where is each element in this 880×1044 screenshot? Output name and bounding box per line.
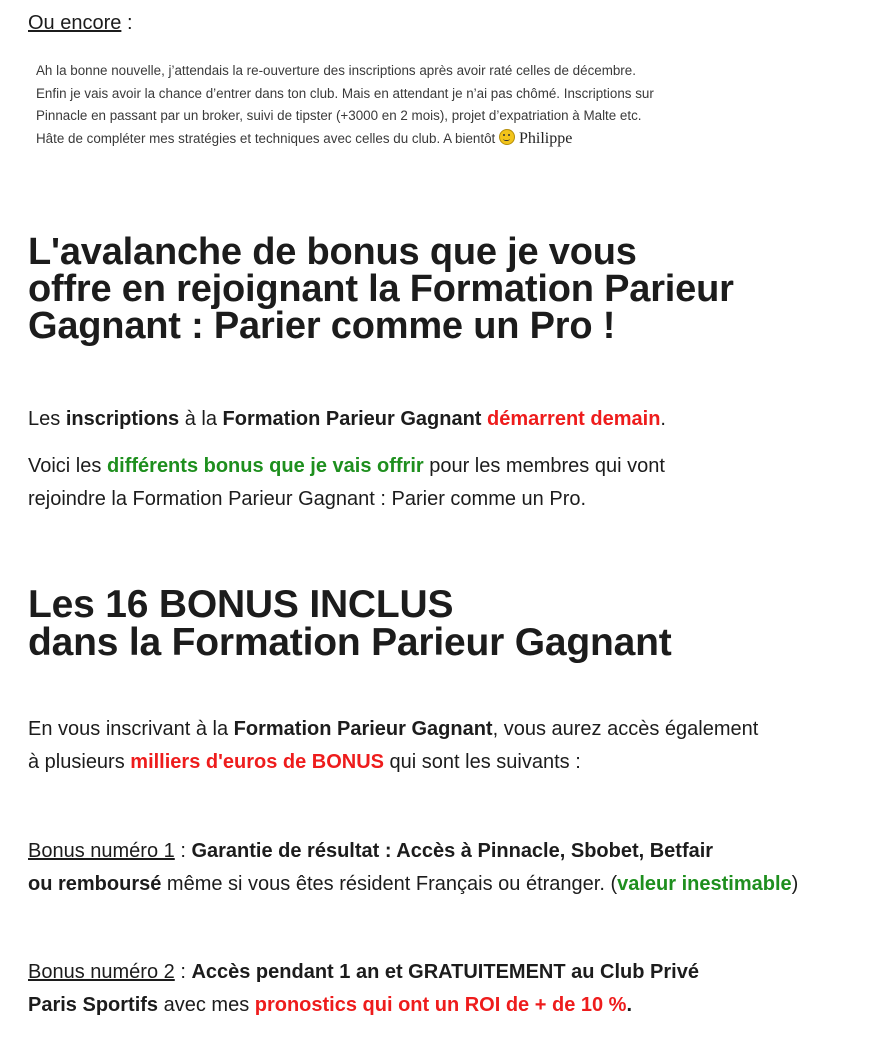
- text: à plusieurs: [28, 751, 131, 773]
- text: rejoindre la Formation Parieur Gagnant : Parier comme un Pro.: [28, 488, 587, 510]
- highlight-differents-bonus: différents bonus que je vais offrir: [106, 455, 424, 477]
- bonus-1-link[interactable]: Bonus numéro 1: [28, 840, 175, 862]
- highlight-pronostics-roi: pronostics qui ont un ROI de + de 10 %: [254, 994, 627, 1016]
- intro-line: [28, 12, 133, 35]
- ou-encore-link[interactable]: Ou encore: [28, 12, 122, 34]
- heading-avalanche-line-3: Gagnant : Parier comme un Pro !: [28, 305, 616, 347]
- intro-colon: :: [121, 12, 133, 34]
- highlight-valeur-inestimable: valeur inestimable: [617, 873, 792, 895]
- text: En vous inscrivant à la: [28, 718, 234, 740]
- bold-garantie-resultat: Garantie de résultat : Accès à Pinnacle, Sbobet, Betfair: [191, 840, 714, 862]
- bonus-item-2: [28, 956, 858, 1022]
- bold-acces-club-prive: Accès pendant 1 an et GRATUITEMENT au Club Privé: [191, 961, 699, 983]
- acces-bonus-paragraph: [28, 713, 858, 779]
- text: Voici les: [28, 455, 107, 477]
- text: ): [791, 873, 799, 895]
- testimonial-signature: Philippe: [518, 129, 573, 147]
- text: à la: [179, 408, 223, 430]
- heading-avalanche-line-1: L'avalanche de bonus que je vous: [28, 231, 637, 273]
- text: qui sont les suivants :: [384, 751, 581, 773]
- text: , vous aurez accès également: [492, 718, 759, 740]
- bonus-offer-paragraph: [28, 450, 858, 516]
- bonus-2-link[interactable]: Bonus numéro 2: [28, 961, 175, 983]
- heading-bonus-line-2: dans la Formation Parieur Gagnant: [28, 621, 672, 664]
- bold-period: .: [626, 994, 633, 1016]
- smiley-icon: [499, 129, 515, 145]
- text: même si vous êtes résident Français ou étranger. (: [161, 873, 618, 895]
- bold-rembourse: ou remboursé: [28, 873, 162, 895]
- testimonial-line-1: Ah la bonne nouvelle, j’attendais la re-ouverture des inscriptions après avoir raté celles de décembre.: [36, 63, 636, 78]
- bold-paris-sportifs: Paris Sportifs: [28, 994, 159, 1016]
- heading-bonus-line-1: Les 16 BONUS INCLUS: [28, 583, 454, 626]
- text: Les: [28, 408, 66, 430]
- highlight-milliers-euros: milliers d'euros de BONUS: [130, 751, 384, 773]
- inscriptions-paragraph: [28, 403, 858, 436]
- bonus-item-1: [28, 835, 858, 901]
- testimonial-line-4-text: Hâte de compléter mes stratégies et techniques avec celles du club. A bientôt: [36, 130, 499, 146]
- text: avec mes: [158, 994, 255, 1016]
- testimonial-line-3: Pinnacle en passant par un broker, suivi de tipster (+3000 en 2 mois), projet d’expatriation à Malte etc.: [36, 108, 642, 123]
- text: :: [174, 840, 192, 862]
- highlight-demarrent-demain: démarrent demain: [487, 408, 661, 430]
- heading-16-bonus: [28, 583, 848, 664]
- testimonial-line-4: [36, 128, 756, 151]
- heading-avalanche-bonus: [28, 231, 828, 347]
- bold-formation-name: Formation Parieur Gagnant: [222, 408, 482, 430]
- bold-formation-name: Formation Parieur Gagnant: [233, 718, 493, 740]
- text: :: [174, 961, 192, 983]
- heading-avalanche-line-2: offre en rejoignant la Formation Parieur: [28, 268, 734, 310]
- testimonial-line-2: Enfin je vais avoir la chance d’entrer dans ton club. Mais en attendant je n’ai pas chômé. Inscriptions sur: [36, 85, 654, 101]
- text: .: [660, 408, 666, 430]
- bold-inscriptions: inscriptions: [65, 408, 180, 430]
- testimonial-quote: [36, 60, 756, 150]
- text: pour les membres qui vont: [423, 455, 665, 477]
